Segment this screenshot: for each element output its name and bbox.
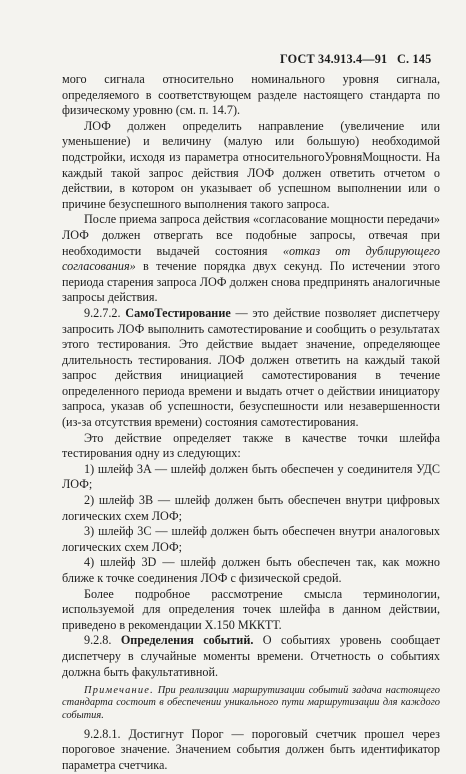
spacer [62, 680, 440, 682]
page-header [280, 52, 440, 67]
paragraph-text: После приема запроса действия «согласование мощности передачи» ЛОФ должен отвергать все подобные запросы, отвечая при необходимости выдачей состояния [62, 212, 440, 258]
paragraph-power-adjust: ЛОФ должен определить направление (увеличение или уменьшение) и величину (малую или большую) необходимой подстройки, исходя из параметра относительногоУровняМощности. На каждый такой запрос действия ЛОФ должен ответить отчетом о действии, в котором он указывает об успешном выполнении или о причине безуспешного выполнения такого запроса. [62, 118, 440, 211]
list-item-loop-3b: 2) шлейф 3B — шлейф должен быть обеспечен внутри цифровых логических схем ЛОФ; [62, 493, 440, 523]
paragraph-text: О событиях уровень сообщает диспетчеру в случайные моменты времени. Отчетность о событиях должна быть факультативной. [62, 633, 441, 679]
document-body [62, 72, 440, 774]
note-label: Примечание. [84, 685, 154, 697]
note [62, 685, 440, 722]
list-item-loop-3a: 1) шлейф 3A — шлейф должен быть обеспечен у соединителя УДС ЛОФ; [62, 461, 440, 492]
paragraph-threshold-reached: 9.2.8.1. Достигнут Порог — пороговый счетчик прошел через пороговое значение. Значением события должен быть идентификатор параметра счетчика. [62, 726, 440, 772]
paragraph-text: — это действие позволяет диспетчеру запросить ЛОФ выполнить самотестирование и сообщить о результатах этого тестирования. Это действие выдает значение, определяющее длительность тестирования. ЛОФ должен ответить на каждый такой запрос действия инициацией самотестирования в течение определенного периода времени и выдать отчет о действии инициатору запроса, указав об успешности, безуспешности или незавершенности (из-за отсутствия времени) состояния самотестирования. [62, 305, 440, 430]
term-self-test: СамоТестирование [125, 305, 231, 320]
paragraph-power-negotiation [62, 212, 440, 306]
note-text: При реализации маршрутизации событий задача настоящего стандарта состоит в обеспечении уникального пути маршрутизации для каждого события. [62, 685, 440, 721]
paragraph-self-test [62, 306, 440, 431]
paragraph-text: в течение порядка двух секунд. По истечении этого периода старения запроса ЛОФ должен снова предпринять аналогичные запросы действия. [62, 259, 440, 305]
paragraph-loop-points: Это действие определяет также в качестве точки шлейфа тестирования одну из следующих: [62, 430, 440, 461]
section-number: 9.2.7.2. [84, 305, 126, 320]
paragraph-signal-level: мого сигнала относительно номинального уровня сигнала, определяемого в соответствующем разделе настоящего стандарта по физическому уровню (см. п. 14.7). [62, 72, 440, 118]
term-event-definitions: Определения событий. [120, 633, 254, 648]
paragraph-event-definitions [62, 633, 440, 680]
italic-state-name: «отказ от дублирующего согласования» [62, 243, 440, 274]
section-number: 9.2.8. [84, 633, 121, 648]
page-number: С. 145 [397, 52, 432, 66]
list-item-loop-3d: 4) шлейф 3D — шлейф должен быть обеспечен так, как можно ближе к точке соединения ЛОФ с физической средой. [62, 555, 440, 585]
list-item-loop-3c: 3) шлейф 3C — шлейф должен быть обеспечен внутри аналоговых логических схем ЛОФ; [62, 524, 440, 554]
standard-number: ГОСТ 34.913.4—91 [280, 52, 388, 66]
paragraph-terminology: Более подробное рассмотрение смысла терминологии, используемой для определения точек шлейфа в данном действии, приведено в рекомендации X.150 МККТТ. [62, 586, 440, 632]
